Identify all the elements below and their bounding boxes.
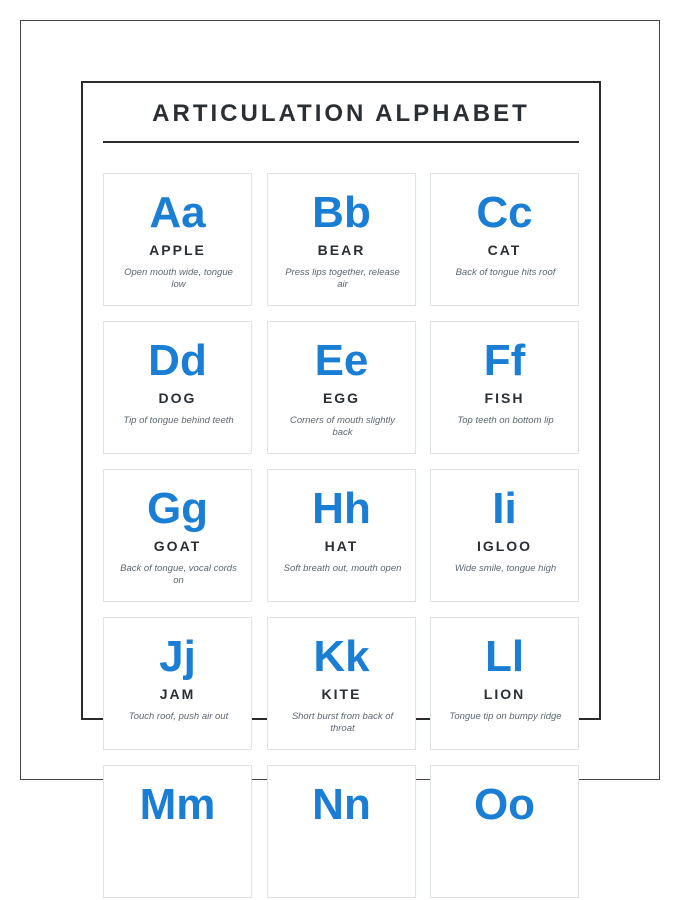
card-letter: Ff <box>483 336 526 385</box>
card-word: BEAR <box>317 242 366 258</box>
card-word: GOAT <box>153 538 202 554</box>
card-letter: Bb <box>312 188 371 237</box>
card-letter: Gg <box>146 484 209 533</box>
card-tip: Corners of mouth slightly back <box>289 415 396 438</box>
poster-title: ARTICULATION ALPHABET <box>152 100 530 127</box>
card-word: KITE <box>321 686 362 702</box>
letter-card-a <box>103 173 252 306</box>
letter-card-e <box>267 321 416 454</box>
title-divider <box>103 141 579 143</box>
card-word: FISH <box>484 390 525 406</box>
card-letter: Cc <box>476 188 533 237</box>
letter-card-o <box>430 765 579 898</box>
card-tip: Back of tongue hits roof <box>455 267 556 278</box>
card-tip: Soft breath out, mouth open <box>283 563 402 574</box>
card-letter: Oo <box>473 780 536 829</box>
card-word: IGLOO <box>476 538 533 554</box>
card-tip: Tip of tongue behind teeth <box>123 415 234 426</box>
letter-card-h <box>267 469 416 602</box>
card-letter: Jj <box>159 632 196 681</box>
card-tip: Short burst from back of throat <box>291 711 394 734</box>
card-word: JAM <box>159 686 196 702</box>
letter-card-g <box>103 469 252 602</box>
letter-card-b <box>267 173 416 306</box>
letter-card-m <box>103 765 252 898</box>
card-word: CAT <box>487 242 522 258</box>
card-word: LION <box>483 686 526 702</box>
letter-card-n <box>267 765 416 898</box>
card-word: EGG <box>322 390 361 406</box>
letter-card-k <box>267 617 416 750</box>
letter-card-j <box>103 617 252 750</box>
card-tip: Top teeth on bottom lip <box>457 415 554 426</box>
card-tip: Wide smile, tongue high <box>454 563 557 574</box>
card-letter: Ee <box>314 336 369 385</box>
card-word: HAT <box>324 538 359 554</box>
card-word: DOG <box>158 390 197 406</box>
letter-card-i <box>430 469 579 602</box>
card-letter: Ii <box>492 484 517 533</box>
card-tip: Tongue tip on bumpy ridge <box>449 711 562 722</box>
card-letter: Ll <box>484 632 525 681</box>
letter-card-l <box>430 617 579 750</box>
letter-card-d <box>103 321 252 454</box>
letter-card-f <box>430 321 579 454</box>
card-letter: Nn <box>312 780 371 829</box>
card-letter: Hh <box>312 484 371 533</box>
card-tip: Touch roof, push air out <box>128 711 229 722</box>
card-letter: Aa <box>149 188 206 237</box>
card-letter: Kk <box>313 632 370 681</box>
letter-card-c <box>430 173 579 306</box>
card-word: APPLE <box>149 242 206 258</box>
card-letter: Mm <box>139 780 216 829</box>
card-tip: Open mouth wide, tongue low <box>124 267 233 290</box>
card-tip: Back of tongue, vocal cords on <box>120 563 237 586</box>
card-letter: Dd <box>148 336 207 385</box>
card-tip: Press lips together, release air <box>285 267 400 290</box>
